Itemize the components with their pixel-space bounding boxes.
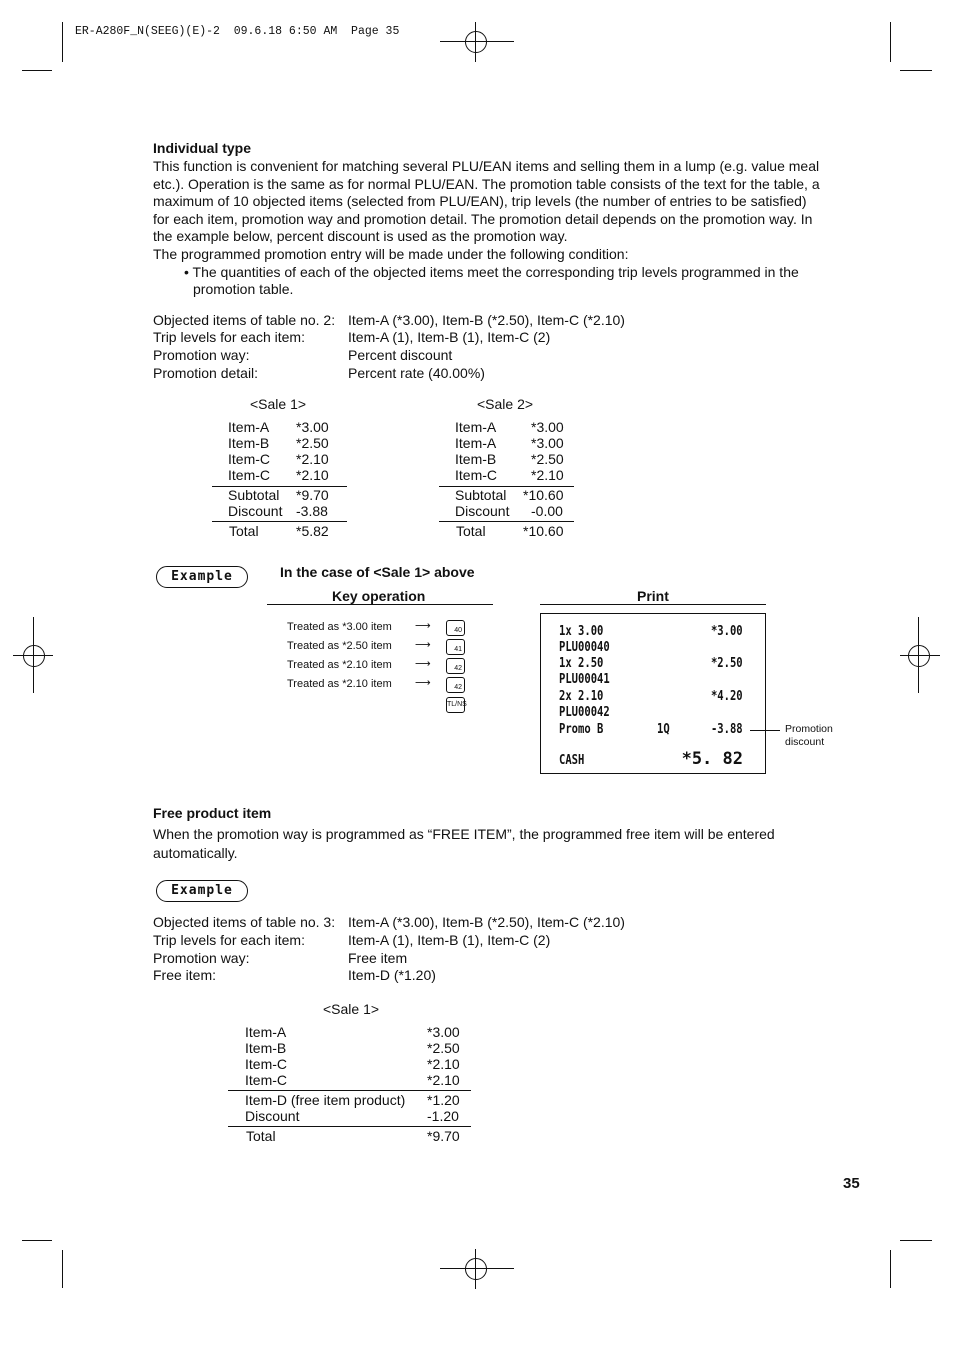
key-step-label: Treated as *2.50 item bbox=[287, 640, 392, 652]
divider bbox=[212, 521, 347, 522]
text-line: automatically. bbox=[153, 845, 238, 861]
item-value: *3.00 bbox=[427, 1024, 460, 1040]
section-heading-individual: Individual type bbox=[153, 140, 252, 156]
spec-value: Percent rate (40.00%) bbox=[348, 365, 485, 381]
divider bbox=[439, 521, 574, 522]
spec-value: Item-A (*3.00), Item-B (*2.50), Item-C (*2.10) bbox=[348, 312, 625, 328]
bullet-line: promotion table. bbox=[193, 281, 294, 298]
table-title: <Sale 1> bbox=[323, 1001, 380, 1017]
annotation-line: Promotion bbox=[785, 723, 833, 735]
item-name: Item-C bbox=[455, 467, 497, 483]
subtotal-value: *10.60 bbox=[523, 487, 564, 503]
text-line: the example below, percent discount is used as the promotion way. bbox=[153, 228, 568, 245]
spec-value: Item-A (1), Item-B (1), Item-C (2) bbox=[348, 932, 551, 948]
table-title: <Sale 2> bbox=[477, 396, 534, 412]
spec-label: Promotion detail: bbox=[153, 365, 259, 381]
page-header: ER-A280F_N(SEEG)(E)-2 09.6.18 6:50 AM Page 35 bbox=[75, 25, 400, 38]
spec-label: Promotion way: bbox=[153, 347, 250, 363]
spec-label: Objected items of table no. 2: bbox=[153, 312, 336, 328]
item-name: Item-C bbox=[245, 1056, 287, 1072]
example-badge: Example bbox=[156, 566, 248, 588]
item-name: Item-C bbox=[228, 467, 270, 483]
discount-value: -0.00 bbox=[531, 503, 563, 519]
spec-value: Percent discount bbox=[348, 347, 453, 363]
subtotal-label: Subtotal bbox=[455, 487, 507, 503]
item-value: *2.50 bbox=[427, 1040, 460, 1056]
total-label: Total bbox=[246, 1128, 276, 1144]
receipt-line-mid: 1Q bbox=[657, 721, 670, 737]
total-value: *5.82 bbox=[296, 523, 329, 539]
receipt-line-right: *3.00 bbox=[711, 623, 743, 639]
receipt-cash-value: *5. 82 bbox=[681, 749, 743, 769]
item-name: Item-A bbox=[245, 1024, 287, 1040]
text-line: for each item, promotion way and promotion detail. The promotion detail depends on the promotion way. In bbox=[153, 210, 813, 227]
spec-value: Item-D (*1.20) bbox=[348, 967, 436, 983]
spec-label: Trip levels for each item: bbox=[153, 329, 305, 345]
item-name: Item-A bbox=[455, 419, 497, 435]
example-caption: In the case of <Sale 1> above bbox=[280, 564, 475, 580]
receipt-line-left: PLU00042 bbox=[559, 704, 610, 720]
item-value: *2.10 bbox=[296, 451, 329, 467]
total-label: Total bbox=[229, 523, 259, 539]
spec-value: Item-A (*3.00), Item-B (*2.50), Item-C (*2.10) bbox=[348, 914, 625, 930]
text-line: The programmed promotion entry will be made under the following condition: bbox=[153, 245, 629, 262]
key-step-label: Treated as *2.10 item bbox=[287, 678, 392, 690]
item-value: *2.10 bbox=[427, 1056, 460, 1072]
text-line: When the promotion way is programmed as “FREE ITEM”, the programmed free item will be entered bbox=[153, 826, 775, 842]
receipt-line-right: *2.50 bbox=[711, 655, 743, 671]
receipt-line-left: 1x 2.50 bbox=[559, 655, 604, 671]
receipt-line-left: 1x 3.00 bbox=[559, 623, 604, 639]
annotation-leader bbox=[750, 730, 780, 731]
receipt-cash-label: CASH bbox=[559, 752, 585, 768]
item-value: *2.10 bbox=[296, 467, 329, 483]
item-value: *2.10 bbox=[427, 1072, 460, 1088]
spec-value: Free item bbox=[348, 950, 408, 966]
spec-label: Free item: bbox=[153, 967, 217, 983]
arrow-right-icon: ⟶ bbox=[415, 639, 431, 651]
annotation-line: discount bbox=[785, 736, 825, 748]
item-value: *2.50 bbox=[531, 451, 564, 467]
free-item-label: Item-D (free item product) bbox=[245, 1092, 406, 1108]
receipt-line-left: 2x 2.10 bbox=[559, 688, 604, 704]
item-name: Item-B bbox=[245, 1040, 287, 1056]
print-heading: Print bbox=[637, 588, 669, 604]
example-badge: Example bbox=[156, 880, 248, 902]
item-name: Item-C bbox=[245, 1072, 287, 1088]
divider bbox=[228, 1126, 471, 1127]
text-line: This function is convenient for matching several PLU/EAN items and selling them in a lump (e.g. value meal bbox=[153, 158, 820, 174]
item-value: *3.00 bbox=[296, 419, 329, 435]
arrow-right-icon: ⟶ bbox=[415, 620, 431, 632]
plu-key: 42 bbox=[446, 677, 465, 693]
receipt-line-left: Promo B bbox=[559, 721, 604, 737]
discount-label: Discount bbox=[455, 503, 510, 519]
receipt-line-right: *4.20 bbox=[711, 688, 743, 704]
bullet-line: • The quantities of each of the objected items meet the corresponding trip levels programmed in the bbox=[184, 263, 799, 280]
divider bbox=[228, 1090, 471, 1091]
item-value: *2.50 bbox=[296, 435, 329, 451]
individual-paragraph bbox=[153, 158, 853, 299]
divider bbox=[267, 604, 493, 605]
text-line: maximum of 10 objected items (selected from PLU/EAN), trip levels (the number of entries to be satisfied) bbox=[153, 193, 807, 210]
subtotal-value: *9.70 bbox=[296, 487, 329, 503]
plu-key: 41 bbox=[446, 639, 465, 655]
tl-ns-key: TL/NS bbox=[446, 697, 465, 713]
item-value: *3.00 bbox=[531, 435, 564, 451]
spec-label: Trip levels for each item: bbox=[153, 932, 305, 948]
receipt-line-right: -3.88 bbox=[711, 721, 743, 737]
discount-label: Discount bbox=[245, 1108, 300, 1124]
key-step-label: Treated as *3.00 item bbox=[287, 621, 392, 633]
total-label: Total bbox=[456, 523, 486, 539]
discount-value: -1.20 bbox=[427, 1108, 459, 1124]
receipt-line-left: PLU00040 bbox=[559, 639, 610, 655]
item-name: Item-A bbox=[228, 419, 270, 435]
divider bbox=[540, 604, 766, 605]
key-step-label: Treated as *2.10 item bbox=[287, 659, 392, 671]
spec-label: Promotion way: bbox=[153, 950, 250, 966]
discount-value: -3.88 bbox=[296, 503, 328, 519]
discount-label: Discount bbox=[228, 503, 283, 519]
text-line: etc.). Operation is the same as for normal PLU/EAN. The promotion table consists of the text for the table, a bbox=[153, 175, 820, 192]
item-value: *2.10 bbox=[531, 467, 564, 483]
plu-key: 40 bbox=[446, 620, 465, 636]
plu-key: 42 bbox=[446, 658, 465, 674]
item-name: Item-B bbox=[228, 435, 270, 451]
section-heading-free: Free product item bbox=[153, 805, 272, 821]
spec-value: Item-A (1), Item-B (1), Item-C (2) bbox=[348, 329, 551, 345]
subtotal-label: Subtotal bbox=[228, 487, 280, 503]
receipt-line-left: PLU00041 bbox=[559, 671, 610, 687]
total-value: *10.60 bbox=[523, 523, 564, 539]
arrow-right-icon: ⟶ bbox=[415, 677, 431, 689]
total-value: *9.70 bbox=[427, 1128, 460, 1144]
item-name: Item-C bbox=[228, 451, 270, 467]
receipt-print bbox=[540, 613, 766, 774]
item-name: Item-A bbox=[455, 435, 497, 451]
free-paragraph bbox=[153, 825, 853, 863]
free-item-value: *1.20 bbox=[427, 1092, 460, 1108]
item-name: Item-B bbox=[455, 451, 497, 467]
key-operation-heading: Key operation bbox=[332, 588, 426, 604]
annotation-promotion-discount bbox=[785, 723, 833, 749]
item-value: *3.00 bbox=[531, 419, 564, 435]
spec-label: Objected items of table no. 3: bbox=[153, 914, 336, 930]
page-number: 35 bbox=[843, 1175, 860, 1192]
table-title: <Sale 1> bbox=[250, 396, 307, 412]
arrow-right-icon: ⟶ bbox=[415, 658, 431, 670]
